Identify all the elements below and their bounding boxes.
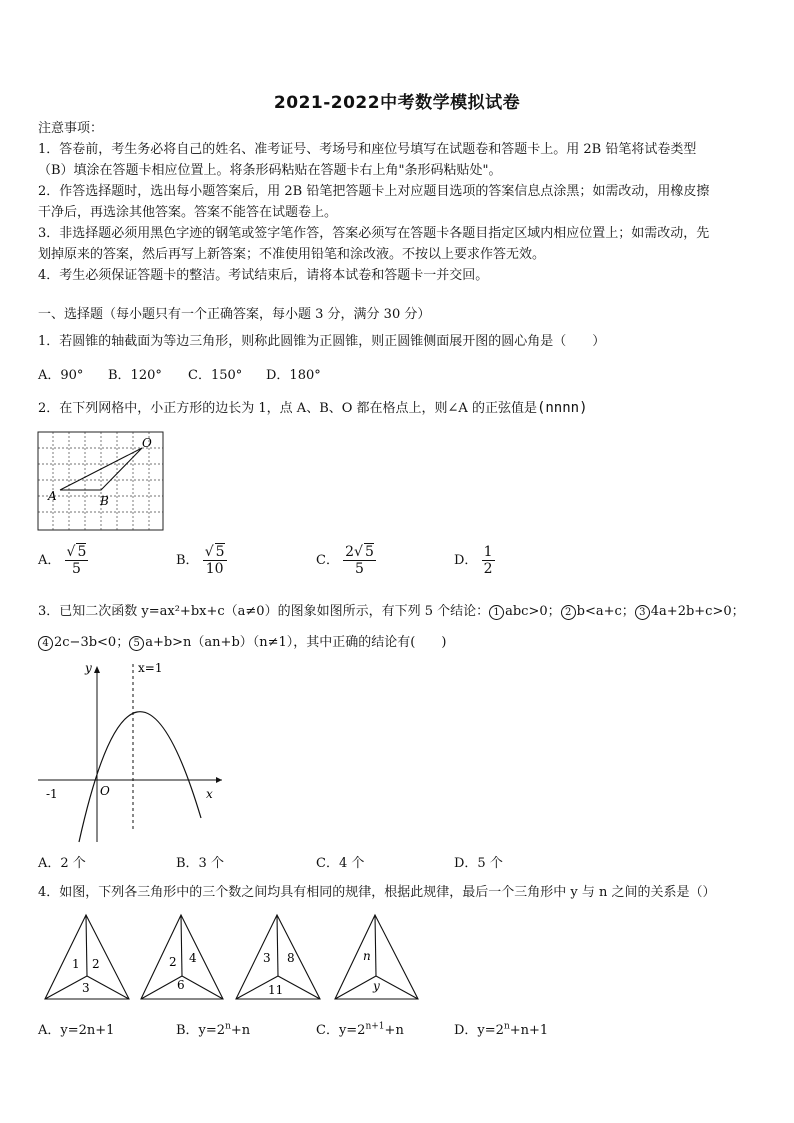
c-numerator: 5 xyxy=(364,544,374,560)
d-denominator: 2 xyxy=(483,561,493,577)
tri3-bottom: 11 xyxy=(268,983,284,997)
point-o-label: O xyxy=(142,436,152,450)
circled-1: 1 xyxy=(489,605,504,620)
question-2-stem xyxy=(38,398,588,419)
q3-option-d[interactable]: D．5 个 xyxy=(454,856,503,871)
q4-option-c[interactable] xyxy=(316,1019,404,1038)
point-a-label: A xyxy=(48,489,57,503)
q1-option-c[interactable]: C．150° xyxy=(188,368,243,383)
q3-stem: 3．已知二次函数 y=ax²+bx+c（a≠0）的图象如图所示，有下列 5 个结论： xyxy=(38,604,490,619)
question-4-stem: 4．如图，下列各三角形中的三个数之间均具有相同的规律，根据此规律，最后一个三角形中 y 与 n 之间的关系是（） xyxy=(38,885,716,900)
option-d-post: +n+1 xyxy=(509,1023,549,1038)
option-letter: A． xyxy=(38,553,61,568)
b-denominator: 10 xyxy=(205,561,224,577)
q3-option-a[interactable]: A．2 个 xyxy=(38,856,86,871)
q4-option-d[interactable] xyxy=(454,1019,548,1038)
tri2-left: 2 xyxy=(169,955,177,969)
axis-of-symmetry-label: x=1 xyxy=(138,661,163,675)
option-b-pre: B．y=2 xyxy=(176,1023,226,1038)
conclusion-3: 4a+2b+c>0； xyxy=(650,604,745,619)
question-1-stem: 1．若圆锥的轴截面为等边三角形，则称此圆锥为正圆锥，则正圆锥侧面展开图的圆心角是（ ） xyxy=(38,334,606,349)
q4-option-a[interactable]: A．y=2n+1 xyxy=(38,1023,115,1038)
option-c-post: +n xyxy=(384,1023,404,1038)
notice-heading: 注意事项： xyxy=(38,121,104,136)
b-numerator: 5 xyxy=(215,544,225,560)
c-coef: 2 xyxy=(345,544,355,560)
d-numerator: 1 xyxy=(483,544,493,560)
notice-line: 2．作答选择题时，选出每小题答案后，用 2B 铅笔把答题卡上对应题目选项的答案信息点涂黑；如需改动，用橡皮擦 xyxy=(38,184,710,199)
x-axis-label: x xyxy=(206,787,213,801)
circled-3: 3 xyxy=(635,605,650,620)
tri2-right: 4 xyxy=(189,951,197,965)
option-letter: C． xyxy=(316,553,339,568)
circled-2: 2 xyxy=(561,605,576,620)
tri4-left: n xyxy=(363,949,371,963)
q4-triangles-figure xyxy=(40,912,420,1004)
circled-5: 5 xyxy=(129,636,144,651)
point-b-label: B xyxy=(100,494,109,508)
notice-line: 1．答卷前，考生务必将自己的姓名、准考证号、考场号和座位号填写在试题卷和答题卡上。用 2B 铅笔将试卷类型 xyxy=(38,142,697,157)
option-c-sup: n+1 xyxy=(365,1021,385,1032)
tri3-left: 3 xyxy=(263,951,271,965)
q4-option-b[interactable] xyxy=(176,1019,250,1038)
tri1-bottom: 3 xyxy=(82,981,90,995)
q2-grid-figure xyxy=(36,430,166,534)
q2-option-d[interactable] xyxy=(454,544,495,577)
notice-line: 4．考生必须保证答题卡的整洁。考试结束后，请将本试卷和答题卡一并交回。 xyxy=(38,268,489,283)
q2-option-a[interactable]: A． $\frac{√ 5}{5}$ xyxy=(38,544,87,577)
neg-one-label: -1 xyxy=(46,787,58,801)
notice-line: （B）填涂在答题卡相应位置上。将条形码粘贴在答题卡右上角"条形码粘贴处"。 xyxy=(38,163,502,178)
option-c-pre: C．y=2 xyxy=(316,1023,366,1038)
q1-option-a[interactable]: A．90° xyxy=(38,368,84,383)
notice-block xyxy=(38,118,768,286)
notice-line: 划掉原来的答案，然后再写上新答案；不准使用铅笔和涂改液。不按以上要求作答无效。 xyxy=(38,247,546,262)
notice-line: 干净后，再选涂其他答案。答案不能答在试题卷上。 xyxy=(38,205,338,220)
q2-option-c[interactable]: C． $\frac{2√ 5}{5}$ xyxy=(316,544,374,577)
option-d-sup: n xyxy=(503,1021,510,1032)
option-b-post: +n xyxy=(230,1023,251,1038)
option-d-pre: D．y=2 xyxy=(454,1023,504,1038)
conclusion-4: 2c−3b<0； xyxy=(54,635,130,650)
q3-option-b[interactable]: B．3 个 xyxy=(176,856,224,871)
q2-stem-text: 2．在下列网格中，小正方形的边长为 1，点 A、B、O 都在格点上，则∠A 的正弦值是 xyxy=(38,401,537,416)
q3-parabola-graph xyxy=(36,656,226,846)
q1-option-b[interactable]: B．120° xyxy=(108,368,162,383)
q2-stem-tail: (nnnn) xyxy=(536,400,588,416)
conclusion-2: b<a+c； xyxy=(576,604,635,619)
a-numerator: 5 xyxy=(77,544,87,560)
page-title: 2021-2022中考数学模拟试卷 xyxy=(273,93,521,113)
option-b-sup: n xyxy=(225,1021,231,1032)
question-3-stem-line1 xyxy=(38,601,745,622)
origin-label: O xyxy=(100,784,110,798)
a-denominator: 5 xyxy=(71,561,81,577)
tri1-right: 2 xyxy=(92,957,100,971)
tri3-right: 8 xyxy=(287,951,295,965)
option-letter: D． xyxy=(454,553,478,568)
q3-option-c[interactable]: C．4 个 xyxy=(316,856,365,871)
notice-line: 3．非选择题必须用黑色字迹的钢笔或签字笔作答，答案必须写在答题卡各题目指定区域内相应位置上；如需改动，先 xyxy=(38,226,710,241)
q1-option-d[interactable]: D．180° xyxy=(266,368,321,383)
tri2-bottom: 6 xyxy=(177,978,185,992)
conclusion-5: a+b>n（an+b）（n≠1），其中正确的结论有( ) xyxy=(145,635,447,650)
tri4-bottom: y xyxy=(373,979,380,993)
c-denominator: 5 xyxy=(355,561,364,577)
q2-option-b[interactable]: B． $\frac{√ 5}{10}$ xyxy=(176,544,225,577)
tri1-left: 1 xyxy=(72,957,80,971)
y-axis-label: y xyxy=(85,661,92,675)
option-letter: B． xyxy=(176,553,199,568)
circled-4: 4 xyxy=(38,636,53,651)
section-heading: 一、选择题（每小题只有一个正确答案，每小题 3 分，满分 30 分） xyxy=(38,307,431,322)
conclusion-1: abc>0； xyxy=(505,604,561,619)
question-3-stem-line2 xyxy=(38,632,446,653)
